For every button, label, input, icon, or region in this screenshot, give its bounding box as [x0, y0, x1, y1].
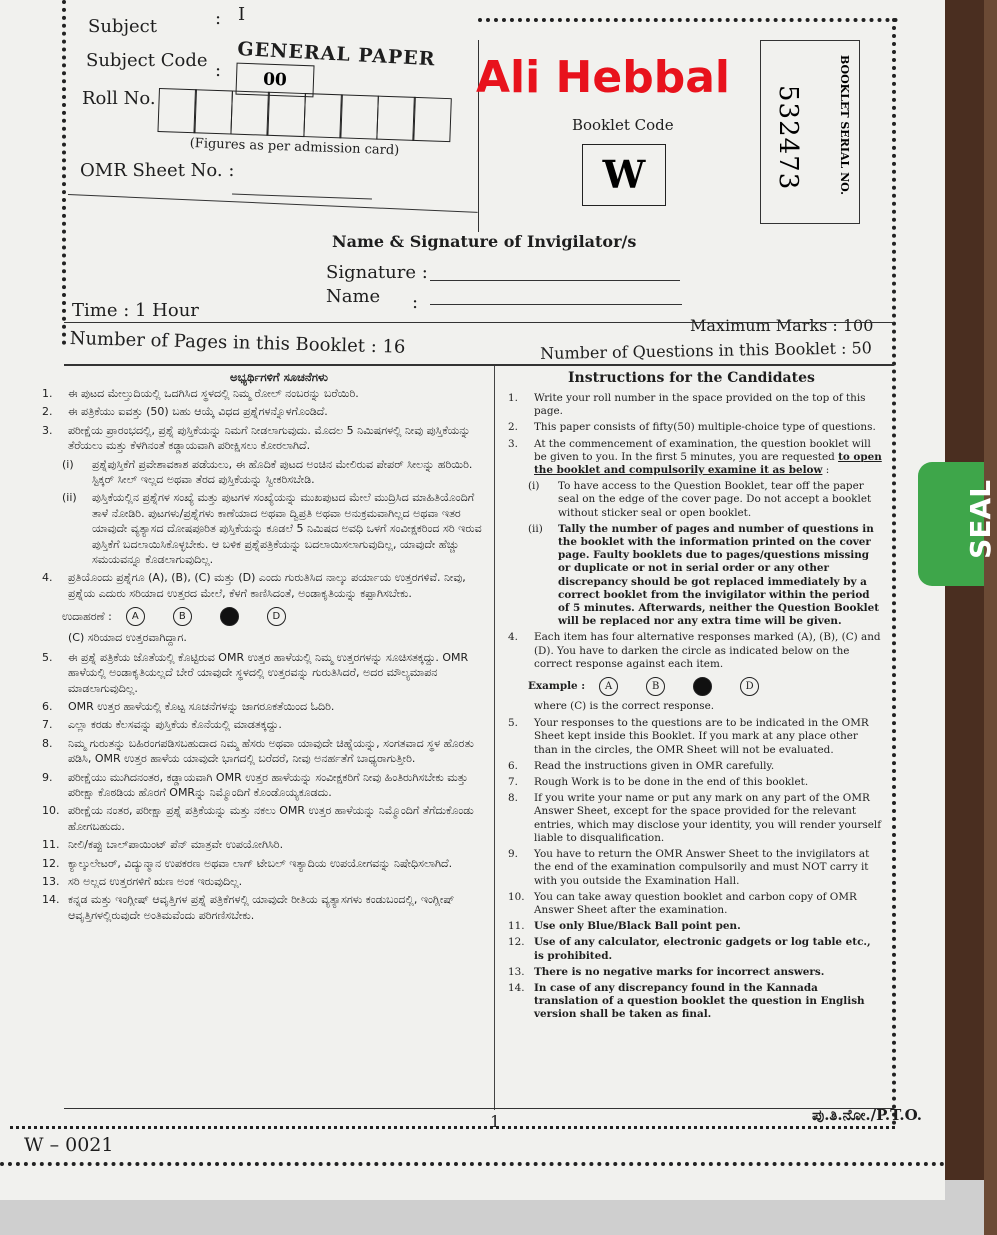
list-item: 5. ಈ ಪ್ರಶ್ನೆ ಪತ್ರಿಕೆಯ ಜೊತೆಯಲ್ಲಿ ಕೊಟ್ಟಿರುವ OMR ಉತ್ತರ ಹಾಳೆಯಲ್ಲಿ ನಿಮ್ಮ ಉತ್ತರಗಳನ್ನು ಸೂಚಿಸತಕ್ಕದ್ದು. OMR ಹಾಳೆಯಲ್ಲಿ ಅಂಡಾಕೃತಿಯಲ್ಲದೆ ಬೇರೆ ಯಾವುದೇ ಸ್ಥಳದಲ್ಲಿ ಉತ್ತರವನ್ನು ಗುರುತಿಸಿದರೆ, ಅದರ ಮೌಲ್ಯಮಾಪನ ಮಾಡಲಾಗುವುದಿಲ್ಲ.: [42, 650, 469, 695]
booklet-code-box: W: [582, 144, 666, 206]
option-a-circle: A: [126, 607, 145, 626]
list-item: 12. Use of any calculator, electronic gadgets or log table etc., is prohibited.: [508, 936, 871, 962]
list-item: 8. If you write your name or put any mark on any part of the OMR Answer Sheet, except for the space provided for the relevant entries, which may disclose your identity, you will render yourself liable to disqualification.: [508, 792, 882, 844]
dotted-border-top: [478, 18, 898, 22]
roll-cell: [193, 89, 233, 134]
list-item: 4. Each item has four alternative responses marked (A), (B), (C) and (D). You have to darken the circle as indicated below on the correct response against each item.: [508, 631, 881, 670]
booklet-serial-box: [760, 40, 860, 224]
list-item: 3. ಪರೀಕ್ಷೆಯ ಪ್ರಾರಂಭದಲ್ಲಿ, ಪ್ರಶ್ನೆ ಪುಸ್ತಿಕೆಯನ್ನು ನಿಮಗೆ ನೀಡಲಾಗುವುದು. ಮೊದಲ 5 ನಿಮಿಷಗಳಲ್ಲಿ ನೀವು ಪುಸ್ತಿಕೆಯನ್ನು ತೆರೆಯಲು ಮತ್ತು ಕೆಳಗಿನಂತೆ ಕಡ್ಡಾಯವಾಗಿ ಪರೀಕ್ಷಿಸಲು ಕೋರಲಾಗಿದೆ.: [42, 423, 471, 453]
booklet-code-footer: W – 0021: [24, 1134, 114, 1156]
seal-label: SEAL: [964, 480, 997, 559]
roll-number-grid: [158, 88, 451, 142]
roll-cell: [376, 96, 416, 141]
dotted-border-right: [892, 18, 896, 1126]
list-item: 14. In case of any discrepancy found in the Kannada translation of a question booklet the question in English version shall be taken as final.: [508, 981, 865, 1021]
english-instructions: [508, 392, 884, 1025]
list-item: (ii) Tally the number of pages and number of questions in the booklet with the information printed on the cover page. Faulty booklets due to pages/questions missing or duplicate or not in serial order or any other discrepancy should be got replaced immediately by a correct booklet from the invigilator within the period of 5 minutes. Afterwards, neither the Question Booklet will be replaced nor any extra time will be given.: [528, 522, 880, 628]
page-number: 1: [490, 1112, 501, 1131]
signature-label: Signature :: [326, 262, 428, 283]
list-item: 11. Use only Blue/Black Ball point pen.: [508, 920, 741, 933]
option-c-filled-circle: [693, 677, 712, 696]
list-item: 9. ಪರೀಕ್ಷೆಯು ಮುಗಿದನಂತರ, ಕಡ್ಡಾಯವಾಗಿ OMR ಉತ್ತರ ಹಾಳೆಯನ್ನು ಸಂವೀಕ್ಷಕರಿಗೆ ನೀವು ಹಿಂತಿರುಗಿಸಬೇಕು ಮತ್ತು ಪರೀಕ್ಷಾ ಕೊಠಡಿಯ ಹೊರಗೆ OMRನ್ನು ನಿಮ್ಮೊಂದಿಗೆ ಕೊಂಡೊಯ್ಯಕೂಡದು.: [42, 770, 468, 799]
kannada-example-note: (C) ಸರಿಯಾದ ಉತ್ತರವಾಗಿದ್ದಾಗ.: [68, 631, 187, 645]
column-divider: [494, 366, 495, 1110]
time-divider: [64, 322, 894, 323]
roll-cell: [230, 90, 270, 135]
list-item: 12. ಕ್ಯಾಲ್ಕುಲೇಟರ್, ವಿದ್ಯುನ್ಮಾನ ಉಪಕರಣ ಅಥವಾ ಲಾಗ್ ಟೇಬಲ್ ಇತ್ಯಾದಿಯ ಉಪಯೋಗವನ್ನು ನಿಷೇಧಿಸಲಾಗಿದೆ.: [42, 856, 453, 870]
omr-label: OMR Sheet No. :: [80, 160, 235, 181]
list-item: 9. You have to return the OMR Answer Sheet to the invigilators at the end of the examination compulsorily and must NOT carry it with you outside the Examination Hall.: [508, 848, 870, 887]
list-item: 7. ಎಲ್ಲಾ ಕರಡು ಕೆಲಸವನ್ನು ಪುಸ್ತಿಕೆಯ ಕೊನೆಯಲ್ಲಿ ಮಾಡತಕ್ಕದ್ದು.: [42, 718, 282, 732]
list-item: 10. You can take away question booklet and carbon copy of OMR Answer Sheet after the examination.: [508, 890, 857, 916]
option-a-circle: A: [599, 677, 618, 696]
paper-value: I: [238, 4, 246, 25]
subject-value: GENERAL PAPER: [236, 38, 437, 71]
list-item: 7. Rough Work is to be done in the end of this booklet.: [508, 776, 809, 789]
option-b-circle: B: [173, 607, 192, 626]
english-title: Instructions for the Candidates: [568, 370, 815, 386]
list-item: 11. ನೀಲಿ/ಕಪ್ಪು ಬಾಲ್‌ಪಾಯಿಂಟ್ ಪೆನ್ ಮಾತ್ರವೇ ಉಪಯೋಗಿಸಿರಿ.: [42, 838, 284, 852]
colon: :: [215, 8, 222, 29]
dotted-border-bottom: [0, 1162, 945, 1166]
time-text: Time : 1 Hour: [72, 300, 199, 321]
roll-label: Roll No.: [82, 88, 156, 109]
list-item: 8. ನಿಮ್ಮ ಗುರುತನ್ನು ಬಹಿರಂಗಪಡಿಸಬಹುದಾದ ನಿಮ್ಮ ಹೆಸರು ಅಥವಾ ಯಾವುದೇ ಚಿಹ್ನೆಯನ್ನು, ಸಂಗತವಾದ ಸ್ಥಳ ಹೊರತು ಪಡಿಸಿ, OMR ಉತ್ತರ ಹಾಳೆಯ ಯಾವುದೇ ಭಾಗದಲ್ಲಿ ಬರೆದರೆ, ನೀವು ಅನರ್ಹತೆಗೆ ಬಾಧ್ಯರಾಗುತ್ತೀರಿ.: [42, 736, 474, 766]
colon: :: [215, 60, 222, 81]
booklet-code-label: Booklet Code: [572, 116, 674, 134]
list-item: 3. At the commencement of examination, the question booklet will be given to you. In the first 5 minutes, you are requested to open the booklet and compulsorily examine it as below :: [508, 437, 882, 477]
roll-cell: [412, 97, 452, 142]
list-item: 1. Write your roll number in the space provided on the top of this page.: [508, 392, 866, 418]
english-example-note: where (C) is the correct response.: [534, 700, 715, 713]
list-item: 4. ಪ್ರತಿಯೊಂದು ಪ್ರಶ್ನೆಗೂ (A), (B), (C) ಮತ್ತು (D) ಎಂದು ಗುರುತಿಸಿದ ನಾಲ್ಕು ಪರ್ಯಾಯ ಉತ್ತರಗಳಿವೆ. ನೀವು, ಪ್ರಶ್ನೆಯ ಎದುರು ಸರಿಯಾದ ಉತ್ತರದ ಮೇಲೆ, ಕೆಳಗೆ ಕಾಣಿಸಿದಂತೆ, ಅಂಡಾಕೃತಿಯನ್ನು ಕಪ್ಪಾಗಿಸಬೇಕು.: [42, 571, 466, 600]
colon: :: [412, 292, 419, 313]
header-divider: [68, 194, 478, 213]
kannada-instructions: [42, 386, 488, 926]
name-label: Name: [326, 286, 381, 307]
list-item: (i) ಪ್ರಶ್ನೆಪುಸ್ತಿಕೆಗೆ ಪ್ರವೇಶಾವಕಾಶ ಪಡೆಯಲು, ಈ ಹೊದಿಕೆ ಪುಟದ ಅಂಚಿನ ಮೇಲಿರುವ ಪೇಪರ್ ಸೀಲನ್ನು ಹರಿಯಿರಿ. ಸ್ಟಿಕ್ಕರ್ ಸೀಲ್ ಇಲ್ಲದ ಅಥವಾ ತೆರದ ಪುಸ್ತಿಕೆಯನ್ನು ಸ್ವೀಕರಿಸಬೇಡಿ.: [62, 457, 473, 487]
questions-text: Number of Questions in this Booklet : 50: [540, 338, 873, 363]
list-item: 5. Your responses to the questions are to be indicated in the OMR Sheet kept inside this Booklet. If you mark at any place other than in the circles, the OMR Sheet will not be evaluated.: [508, 717, 869, 756]
pages-text: Number of Pages in this Booklet : 16: [69, 328, 406, 358]
list-item: 10. ಪರೀಕ್ಷೆಯ ನಂತರ, ಪರೀಕ್ಷಾ ಪ್ರಶ್ನೆ ಪತ್ರಿಕೆಯನ್ನು ಮತ್ತು ನಕಲು OMR ಉತ್ತರ ಹಾಳೆಯನ್ನು ನಿಮ್ಮೊಂದಿಗೆ ತೆಗೆದುಕೊಂಡು ಹೋಗಬಹುದು.: [42, 804, 474, 833]
kannada-example: ಉದಾಹರಣೆ : A B D: [62, 607, 488, 626]
option-b-circle: B: [646, 677, 665, 696]
list-item: (i) To have access to the Question Booklet, tear off the paper seal on the edge of the cover page. Do not accept a booklet without sticker seal or open booklet.: [528, 480, 872, 519]
name-line: [430, 304, 682, 305]
footer-divider: [64, 1108, 894, 1109]
subject-code-label: Subject Code: [86, 50, 208, 71]
booklet-serial-number: 532473: [773, 85, 803, 191]
pto-text: ಪು.ತಿ.ನೋ./P.T.O.: [812, 1106, 923, 1124]
roll-note: (Figures as per admission card): [189, 136, 400, 159]
option-d-circle: D: [267, 607, 286, 626]
dotted-border-left: [62, 0, 66, 345]
roll-cell: [339, 94, 379, 139]
list-item: 13. ಸರಿ ಅಲ್ಲದ ಉತ್ತರಗಳಿಗೆ ಋಣ ಅಂಕ ಇರುವುದಿಲ್ಲ.: [42, 874, 243, 888]
option-c-filled-circle: [220, 607, 239, 626]
roll-cell: [303, 93, 343, 138]
watermark-text: Ali Hebbal: [476, 52, 730, 103]
list-item: 2. ಈ ಪತ್ರಿಕೆಯು ಐವತ್ತು (50) ಬಹು ಆಯ್ಕೆ ವಿಧದ ಪ್ರಶ್ನೆಗಳನ್ನೊಳಗೊಂಡಿದೆ.: [42, 405, 328, 419]
list-item: 6. OMR ಉತ್ತರ ಹಾಳೆಯಲ್ಲಿ ಕೊಟ್ಟ ಸೂಚನೆಗಳನ್ನು ಜಾಗರೂಕತೆಯಿಂದ ಓದಿರಿ.: [42, 699, 335, 713]
kannada-title: ಅಭ್ಯರ್ಥಿಗಳಿಗೆ ಸೂಚನೆಗಳು: [230, 370, 328, 384]
list-item: 14. ಕನ್ನಡ ಮತ್ತು ಇಂಗ್ಲೀಷ್ ಆವೃತ್ತಿಗಳ ಪ್ರಶ್ನೆ ಪತ್ರಿಕೆಗಳಲ್ಲಿ ಯಾವುದೇ ರೀತಿಯ ವ್ಯತ್ಯಾಸಗಳು ಕಂಡುಬಂದಲ್ಲಿ, ಇಂಗ್ಲೀಷ್ ಆವೃತ್ತಿಗಳಲ್ಲಿರುವುದೇ ಅಂತಿಮವೆಂದು ಪರಿಗಣಿಸಬೇಕು.: [42, 893, 455, 922]
booklet-serial-label: BOOKLET SERIAL NO.: [838, 55, 851, 195]
signature-line: [430, 280, 680, 281]
subject-label: Subject: [88, 16, 157, 37]
option-d-circle: D: [740, 677, 759, 696]
roll-cell: [157, 88, 197, 133]
invigilator-title: Name & Signature of Invigilator/s: [332, 232, 637, 251]
dotted-border-footer: [10, 1126, 895, 1129]
list-item: 1. ಈ ಪುಟದ ಮೇಲ್ತುದಿಯಲ್ಲಿ ಒದಗಿಸಿದ ಸ್ಥಳದಲ್ಲಿ ನಿಮ್ಮ ರೋಲ್ ನಂಬರನ್ನು ಬರೆಯಿರಿ.: [42, 387, 359, 400]
omr-line: [232, 194, 372, 200]
list-item: 6. Read the instructions given in OMR carefully.: [508, 759, 775, 772]
seal-tab: [918, 462, 997, 586]
max-marks-text: Maximum Marks : 100: [690, 316, 874, 335]
instructions-divider: [64, 364, 894, 366]
list-item: 13. There is no negative marks for incorrect answers.: [508, 965, 825, 978]
english-example: Example : A B D: [528, 677, 884, 696]
list-item: 2. This paper consists of fifty(50) multiple-choice type of questions.: [508, 421, 876, 434]
subject-code-box: 00: [235, 63, 314, 98]
roll-cell: [266, 92, 306, 137]
list-item: (ii) ಪುಸ್ತಿಕೆಯಲ್ಲಿನ ಪ್ರಶ್ನೆಗಳ ಸಂಖ್ಯೆ ಮತ್ತು ಪುಟಗಳ ಸಂಖ್ಯೆಯನ್ನು ಮುಖಪುಟದ ಮೇಲೆ ಮುದ್ರಿಸಿದ ಮಾಹಿತಿಯೊಂದಿಗೆ ತಾಳೆ ನೋಡಿರಿ. ಪುಟಗಳು/ಪ್ರಶ್ನೆಗಳು ಕಾಣೆಯಾದ ಅಥವಾ ದ್ವಿಪ್ರತಿ ಅಥವಾ ಅನುಕ್ರಮವಾಗಿಲ್ಲದ ಅಥವಾ ಇತರ ಯಾವುದೇ ವ್ಯತ್ಯಾಸದ ದೋಷಪೂರಿತ ಪುಸ್ತಿಕೆಯನ್ನು ಕೂಡಲೆ 5 ನಿಮಿಷದ ಅವಧಿ ಒಳಗೆ ಸಂವೀಕ್ಷಕರಿಂದ ಸರಿ ಇರುವ ಪುಸ್ತಿಕೆಗೆ ಬದಲಾಯಿಸಿಕೊಳ್ಳಬೇಕು. ಆ ಬಳಿಕ ಪ್ರಶ್ನೆಪತ್ರಿಕೆಯನ್ನು ಬದಲಾಯಿಸಲಾಗುವುದಿಲ್ಲ, ಯಾವುದೇ ಹೆಚ್ಚು ಸಮಯವನ್ನೂ ಕೊಡಲಾಗುವುದಿಲ್ಲ.: [62, 491, 482, 567]
